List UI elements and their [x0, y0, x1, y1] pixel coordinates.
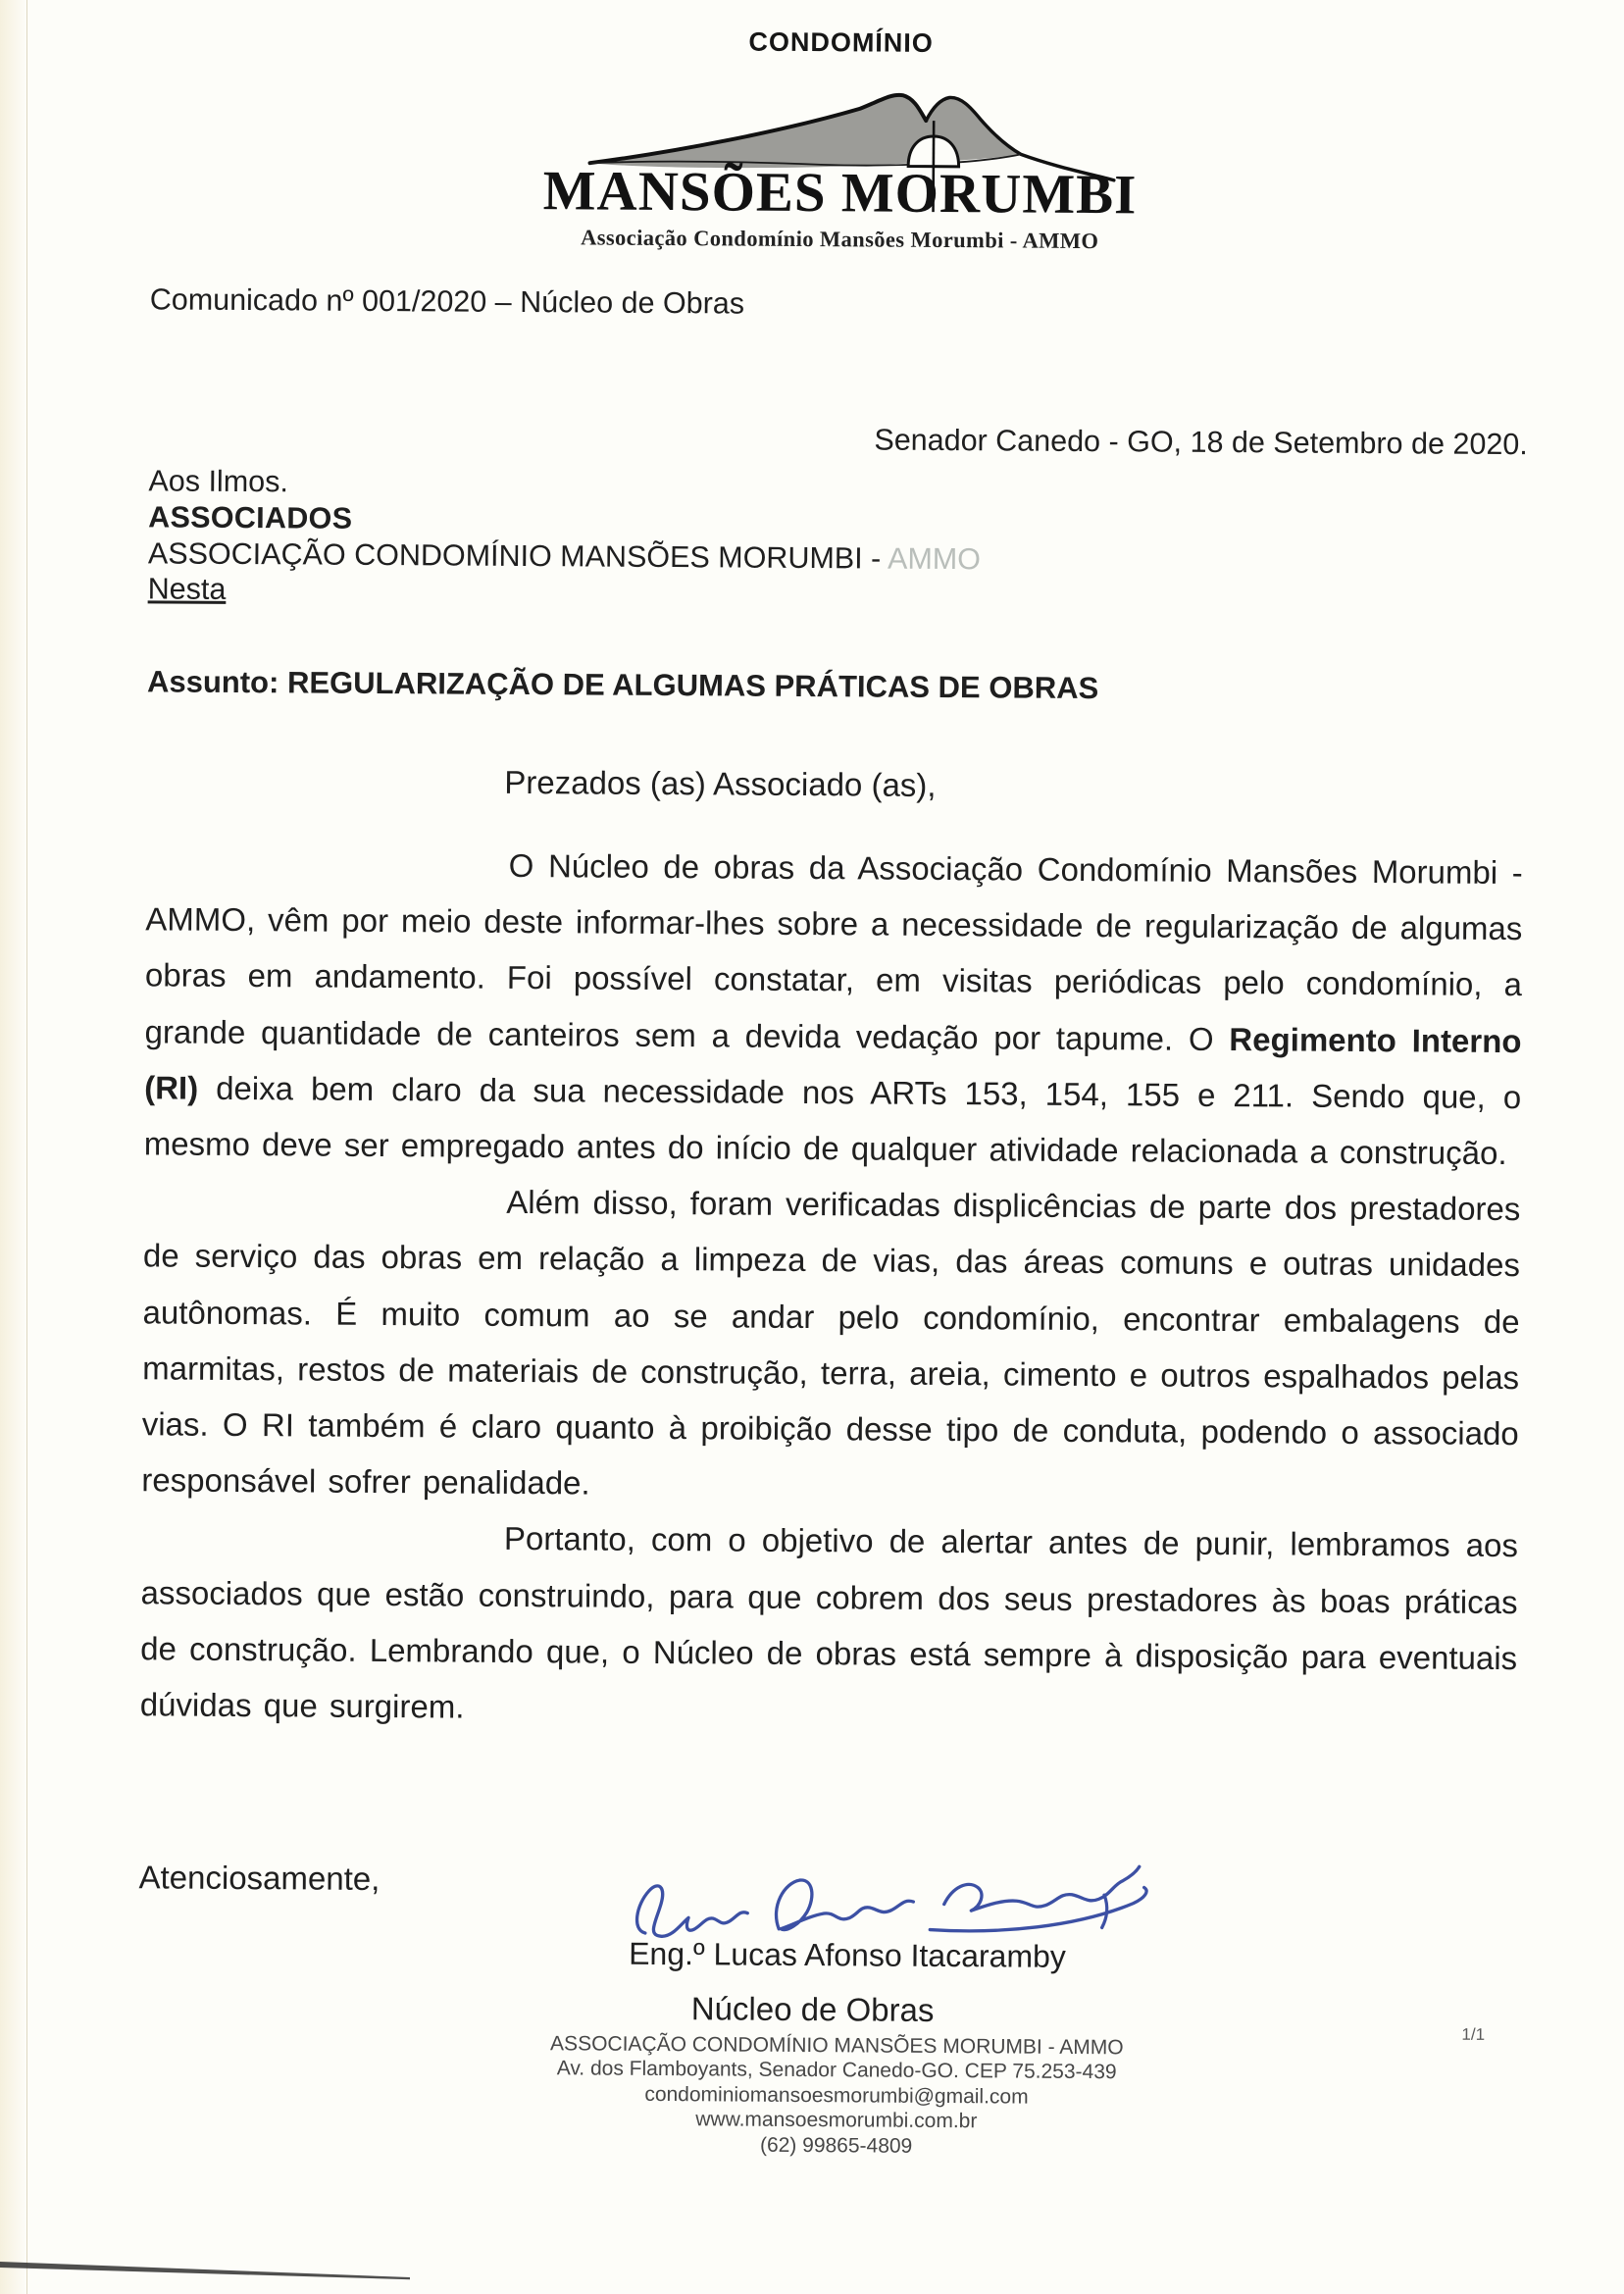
- salutation: Prezados (as) Associado (as),: [504, 763, 937, 803]
- brand-name: MANSÕES MORUMBI: [542, 160, 1138, 227]
- letterhead-condominio-label: CONDOMÍNIO: [748, 26, 934, 58]
- body-paragraph: [141, 1172, 1520, 1518]
- body-text-segment: deixa bem claro da sua necessidade nos ARTs 153, 154, 155 e 211. Sendo que, o mesmo deve ser empregado antes do início de qualquer atividade relacionada a construção.: [143, 1069, 1522, 1172]
- signer-name: Eng.º Lucas Afonso Itacaramby: [629, 1935, 1066, 1974]
- footer-line: www.mansoesmorumbi.com.br: [695, 2108, 978, 2133]
- addressee-line-3-main: ASSOCIAÇÃO CONDOMÍNIO MANSÕES MORUMBI -: [147, 535, 888, 576]
- communique-reference: Comunicado nº 001/2020 – Núcleo de Obras: [149, 282, 745, 321]
- scan-scratch-line: [0, 2248, 422, 2292]
- addressee-block: [148, 463, 982, 613]
- signer-department: Núcleo de Obras: [690, 1990, 935, 2028]
- letterhead-footer: [415, 2030, 1259, 2161]
- body-text-segment: Além disso, foram verificadas displicências de parte dos prestadores de serviço das obras em relação a limpeza de vias, das áreas comuns e outras unidades autônomas. É muito comum ao se andar pelo condomínio, encontrar embalagens de marmitas, restos de materiais de construção, terra, areia, cimento e outros espalhados pelas vias. O RI também é claro quanto à proibição desse tipo de conduta, podendo o associado responsável sofrer penalidade.: [141, 1184, 1521, 1502]
- footer-line: ASSOCIAÇÃO CONDOMÍNIO MANSÕES MORUMBI - AMMO: [550, 2032, 1124, 2060]
- page-indicator: 1/1: [1461, 2024, 1486, 2044]
- footer-line: condominiomansoesmorumbi@gmail.com: [644, 2082, 1029, 2109]
- addressee-line-3: [148, 535, 981, 578]
- closing: Atenciosamente,: [138, 1859, 381, 1898]
- body-paragraph: [144, 835, 1523, 1181]
- addressee-line-3-ammo: AMMO: [887, 541, 982, 576]
- body-text-segment: Portanto, com o objetivo de alertar antes de punir, lembramos aos associados que estão construindo, para que cobrem dos seus prestadores às boas práticas de construção. Lembrando que, o Núcleo de obras está sempre à disposição para eventuais dúvidas que surgirem.: [139, 1520, 1519, 1725]
- subject-text: REGULARIZAÇÃO DE ALGUMAS PRÁTICAS DE OBRAS: [286, 665, 1099, 706]
- addressee-line-4: Nesta: [147, 572, 227, 607]
- letter-body: [140, 835, 1523, 1742]
- brand-subtitle: Associação Condomínio Mansões Morumbi - AMMO: [581, 225, 1099, 254]
- subject-line: [147, 664, 1098, 706]
- body-text-bold-segment: Regimento Interno (RI): [144, 1020, 1522, 1106]
- body-paragraph: [140, 1508, 1519, 1743]
- footer-line: Av. dos Flamboyants, Senador Canedo-GO. CEP 75.253-439: [556, 2057, 1117, 2084]
- addressee-line-2: ASSOCIADOS: [148, 500, 353, 535]
- subject-label: Assunto:: [146, 664, 279, 700]
- body-text-segment: O Núcleo de obras da Associação Condomínio Mansões Morumbi - AMMO, vêm por meio deste informar-lhes sobre a necessidade de regularização de algumas obras em andamento. Foi possível constatar, em visitas periódicas pelo condomínio, a grande quantidade de canteiros sem a devida vedação por tapume. O: [144, 846, 1523, 1057]
- addressee-line-1: Aos Ilmos.: [148, 464, 288, 499]
- date-line: Senador Canedo - GO, 18 de Setembro de 2020.: [874, 423, 1528, 462]
- footer-line: (62) 99865-4809: [759, 2133, 913, 2158]
